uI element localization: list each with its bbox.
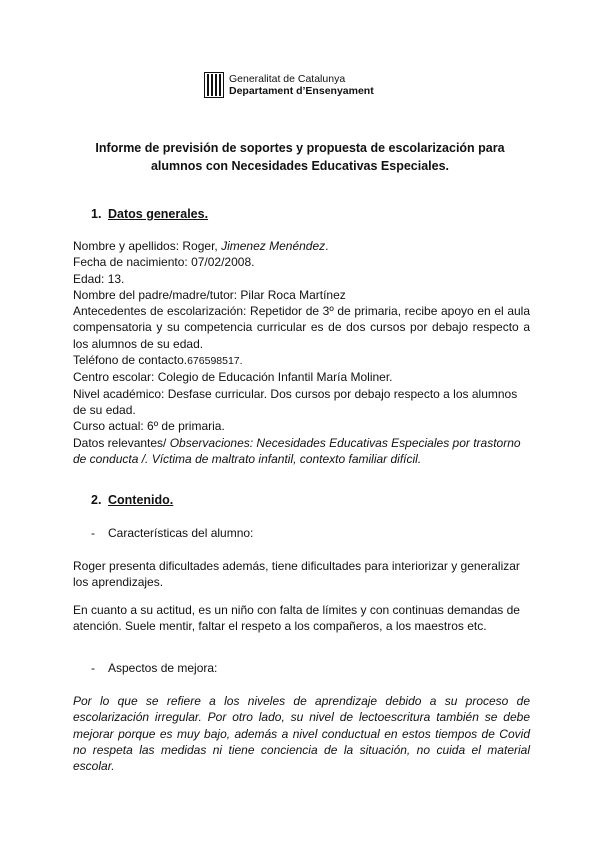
background-paragraph: Antecedentes de escolarización: Repetidor de 3º de primaria, recibe apoyo en el aula compensatoria y su competencia curricular es de dos cursos por debajo respecto a los alumnos de su edad.: [73, 304, 530, 351]
general-data-block: [73, 238, 530, 467]
level-paragraph: Nivel académico: Desfase curricular. Dos cursos por debajo respecto a los alumnos de su edad.: [73, 386, 518, 417]
name-line: [73, 238, 530, 254]
title-line-2: alumnos con Necesidades Educativas Especiales.: [150, 159, 450, 173]
section-1-title: Datos generales.: [108, 207, 209, 221]
section-2-title: Contenido.: [108, 493, 174, 507]
phone-number: 676598517.: [187, 355, 243, 368]
title-line-1: Informe de previsión de soportes y propuesta de escolarización para: [95, 141, 505, 155]
name-end: .: [325, 239, 329, 253]
phone-line: [73, 352, 530, 369]
logo-line-2: Departament d’Ensenyament: [229, 85, 374, 97]
generalitat-logo: [204, 72, 374, 98]
parent-line: Nombre del padre/madre/tutor: Pilar Roca Martínez: [73, 287, 346, 302]
section-1-number: 1.: [91, 207, 102, 221]
section-2-number: 2.: [91, 493, 102, 507]
paragraph-improvements: Por lo que se refiere a los niveles de aprendizaje debido a su proceso de escolarización irregular. Por otro lado, su nivel de lectoescritura también se debe mejorar porque es muy bajo, además a nivel conductual en estos tiempos de Covid no respeta las medidas ni tiene conciencia de la situación, no cuida el material escolar.: [73, 694, 530, 774]
section-2-heading: [91, 493, 173, 507]
school-line: Centro escolar: Colegio de Educación Infantil María Moliner.: [73, 370, 393, 385]
relevant-text: Observaciones: Necesidades Educativas Especiales por trastorno de conducta /. Víctima de maltrato infantil, contexto familiar difícil.: [73, 435, 521, 466]
bullet-improvements-text: Aspectos de mejora:: [108, 661, 218, 675]
paragraph-attitude: En cuanto a su actitud, es un niño con falta de límites y con continuas demandas de atención. Suele mentir, faltar el respeto a los compañeros, a los maestros etc.: [73, 603, 520, 634]
relevant-label: Datos relevantes/: [73, 435, 170, 450]
paragraph-difficulties: Roger presenta dificultades además, tiene dificultades para interiorizar y generalizar los aprendizajes.: [73, 559, 520, 590]
course-line: Curso actual: 6º de primaria.: [73, 419, 225, 434]
logo-line-1: Generalitat de Catalunya: [229, 73, 346, 85]
generalitat-emblem-icon: [204, 72, 224, 98]
document-title: [40, 139, 560, 175]
name-label: Nombre y apellidos: Roger,: [73, 239, 222, 253]
bullet-improvements: - Aspectos de mejora:: [91, 661, 218, 675]
phone-label: Teléfono de contacto.: [73, 353, 188, 368]
birth-line: Fecha de nacimiento: 07/02/2008.: [73, 255, 255, 270]
section-1-heading: [91, 207, 208, 221]
relevant-paragraph: [73, 435, 530, 468]
name-surname: Jimenez Menéndez: [221, 239, 326, 253]
bullet-characteristics-text: Características del alumno:: [108, 526, 254, 540]
bullet-characteristics: - Características del alumno:: [91, 526, 254, 540]
age-line: Edad: 13.: [73, 271, 125, 286]
